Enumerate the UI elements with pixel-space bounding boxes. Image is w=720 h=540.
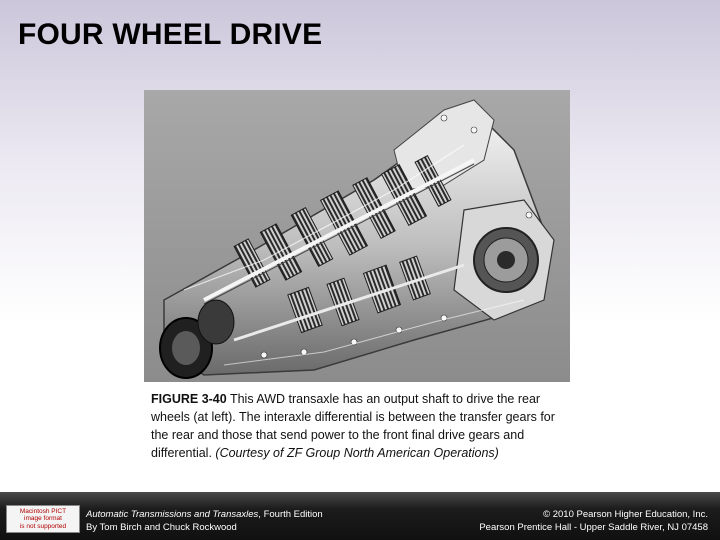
book-title: Automatic Transmissions and Transaxles bbox=[86, 509, 259, 520]
transaxle-photo bbox=[144, 90, 570, 382]
figure-courtesy: (Courtesy of ZF Group North American Operations) bbox=[215, 446, 499, 460]
slide-title: FOUR WHEEL DRIVE bbox=[18, 18, 323, 51]
book-edition: , Fourth Edition bbox=[258, 509, 323, 520]
book-authors: By Tom Birch and Chuck Rockwood bbox=[86, 522, 237, 533]
transaxle-illustration bbox=[144, 90, 570, 382]
figure-caption-text: This AWD transaxle has an output shaft to drive the rear wheels (at left). The interaxle differential is between the transfer gears for the rear and those that send power to the front final drive gears and differential. bbox=[151, 392, 555, 460]
footer-book-info bbox=[86, 508, 323, 534]
unsupported-image-placeholder: Macintosh PICT image format is not supported bbox=[6, 505, 80, 533]
publisher-line: Pearson Prentice Hall - Upper Saddle River, NJ 07458 bbox=[479, 522, 708, 533]
copyright-line: © 2010 Pearson Higher Education, Inc. bbox=[543, 509, 708, 520]
figure-caption bbox=[151, 390, 571, 462]
footer-copyright bbox=[479, 508, 708, 534]
figure-label: FIGURE 3-40 bbox=[151, 392, 227, 406]
